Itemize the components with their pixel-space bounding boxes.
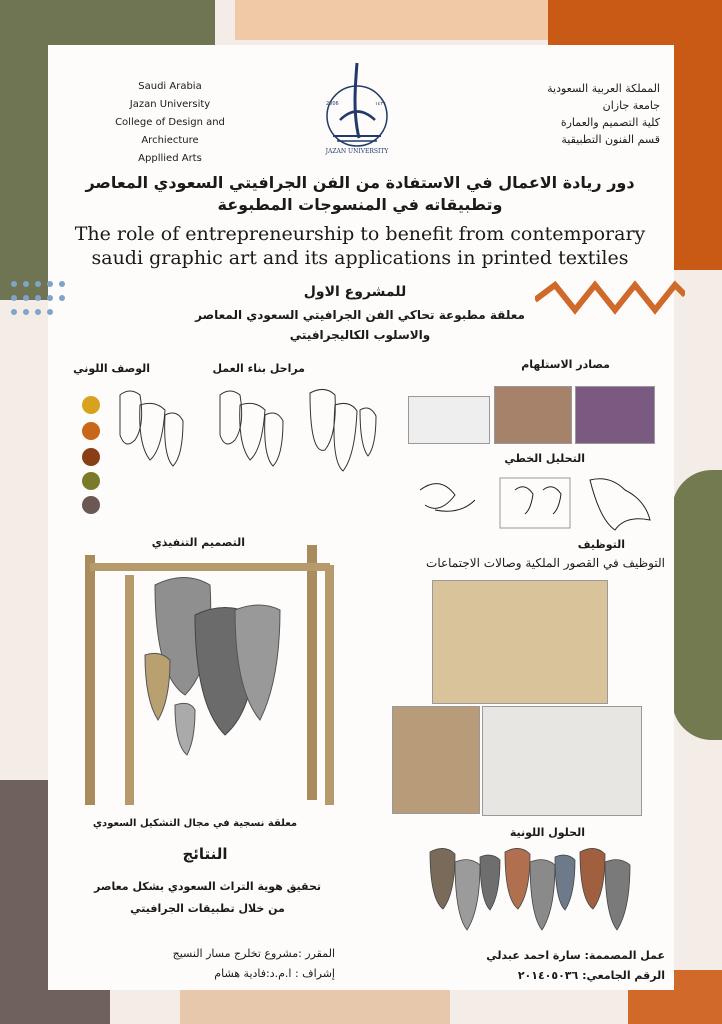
- results-text: [80, 876, 335, 920]
- decor-tan-strip: [180, 990, 450, 1024]
- employment-description: التوظيف في القصور الملكية وصالات الاجتماعات: [426, 556, 665, 570]
- header-english: [85, 78, 255, 168]
- inspiration-horse-image: [575, 386, 655, 444]
- footer-left: [60, 944, 335, 984]
- employment-heading: التوظيف: [577, 538, 625, 551]
- living-room-image: [482, 706, 642, 816]
- line-analysis-heading: التحليل الخطي: [504, 452, 585, 465]
- decor-dots-icon: [8, 278, 78, 318]
- work-stages-sketches: [110, 385, 390, 510]
- logo-year-left: 2006: [326, 101, 339, 107]
- logo-year-right: ١٤٢٦: [375, 101, 386, 107]
- meeting-room-image: [392, 706, 480, 814]
- decor-olive-block: [672, 470, 722, 740]
- executive-design-heading: التصميم التنفيذي: [151, 536, 245, 549]
- header-en-line: Jazan University: [129, 99, 211, 110]
- title-ar-line2: وتطبيقاته في المنسوجات المطبوعة: [217, 195, 503, 214]
- designer-label: عمل المصممة: سارة احمد عبدلي: [486, 949, 665, 962]
- line-analysis-sketches: [415, 470, 660, 532]
- project-heading: للمشروع الاول: [303, 284, 407, 300]
- title-en-line2: saudi graphic art and its applications in printed textiles: [91, 247, 629, 269]
- header-en-line: College of Design and Archiecture: [115, 117, 225, 146]
- header-ar-line: كلية التصميم والعمارة: [560, 116, 660, 129]
- project-description: [140, 305, 580, 345]
- university-logo: [315, 58, 400, 158]
- course-label: المقرر :مشروع تخلرج مسار النسيج: [172, 947, 335, 960]
- decor-peach-block: [235, 0, 555, 40]
- results-line2: من خلال تطبيقات الجرافيتي: [130, 902, 285, 915]
- title-en-line1: The role of entrepreneurship to benefit from contemporary: [74, 223, 646, 245]
- results-heading: النتائج: [182, 845, 228, 863]
- inspiration-heading: مصادر الاستلهام: [521, 358, 610, 371]
- footer-right: [420, 946, 665, 986]
- color-swatch: [82, 472, 100, 490]
- title-arabic: [60, 172, 660, 216]
- color-swatch: [82, 496, 100, 514]
- hanging-textile-illustration: [85, 545, 335, 815]
- color-swatch: [82, 448, 100, 466]
- header-ar-line: المملكة العربية السعودية: [547, 82, 660, 95]
- color-swatch: [82, 396, 100, 414]
- hanging-caption: معلقة نسجية في مجال التشكيل السعودي: [92, 818, 298, 829]
- project-desc-line2: والاسلوب الكاليجرافيتي: [289, 328, 431, 342]
- inspiration-calligraphy-image: [408, 396, 490, 444]
- supervisor-label: إشراف : ا.م.د:فادية هشام: [214, 967, 335, 980]
- work-stages-heading: مراحل بناء العمل: [212, 362, 305, 375]
- palace-hall-image: [432, 580, 608, 704]
- header-en-line: Appllied Arts: [138, 153, 202, 164]
- color-solutions-variants: [425, 842, 645, 942]
- logo-text: JAZAN UNIVERSITY: [325, 148, 389, 155]
- color-swatch: [82, 422, 100, 440]
- color-solutions-heading: الحلول اللونية: [509, 826, 585, 839]
- header-ar-line: قسم الفنون التطبيقية: [561, 133, 660, 146]
- color-desc-heading: الوصف اللوني: [73, 362, 150, 375]
- title-english: [70, 222, 650, 270]
- project-desc-line1: معلقة مطبوعة تحاكي الفن الجرافيتي السعودي المعاصر: [195, 308, 525, 322]
- title-ar-line1: دور ريادة الاعمال في الاستفادة من الفن الجرافيتي السعودي المعاصر: [85, 173, 635, 192]
- inspiration-portrait-image: [494, 386, 572, 444]
- header-ar-line: جامعة جازان: [602, 99, 660, 112]
- student-id-label: الرقم الجامعي: ٢٠١٤٠٥٠٣٦: [517, 969, 665, 982]
- header-arabic: [480, 80, 660, 148]
- results-line1: تحقيق هوية التراث السعودي بشكل معاصر: [94, 880, 321, 893]
- header-en-line: Saudi Arabia: [138, 81, 202, 92]
